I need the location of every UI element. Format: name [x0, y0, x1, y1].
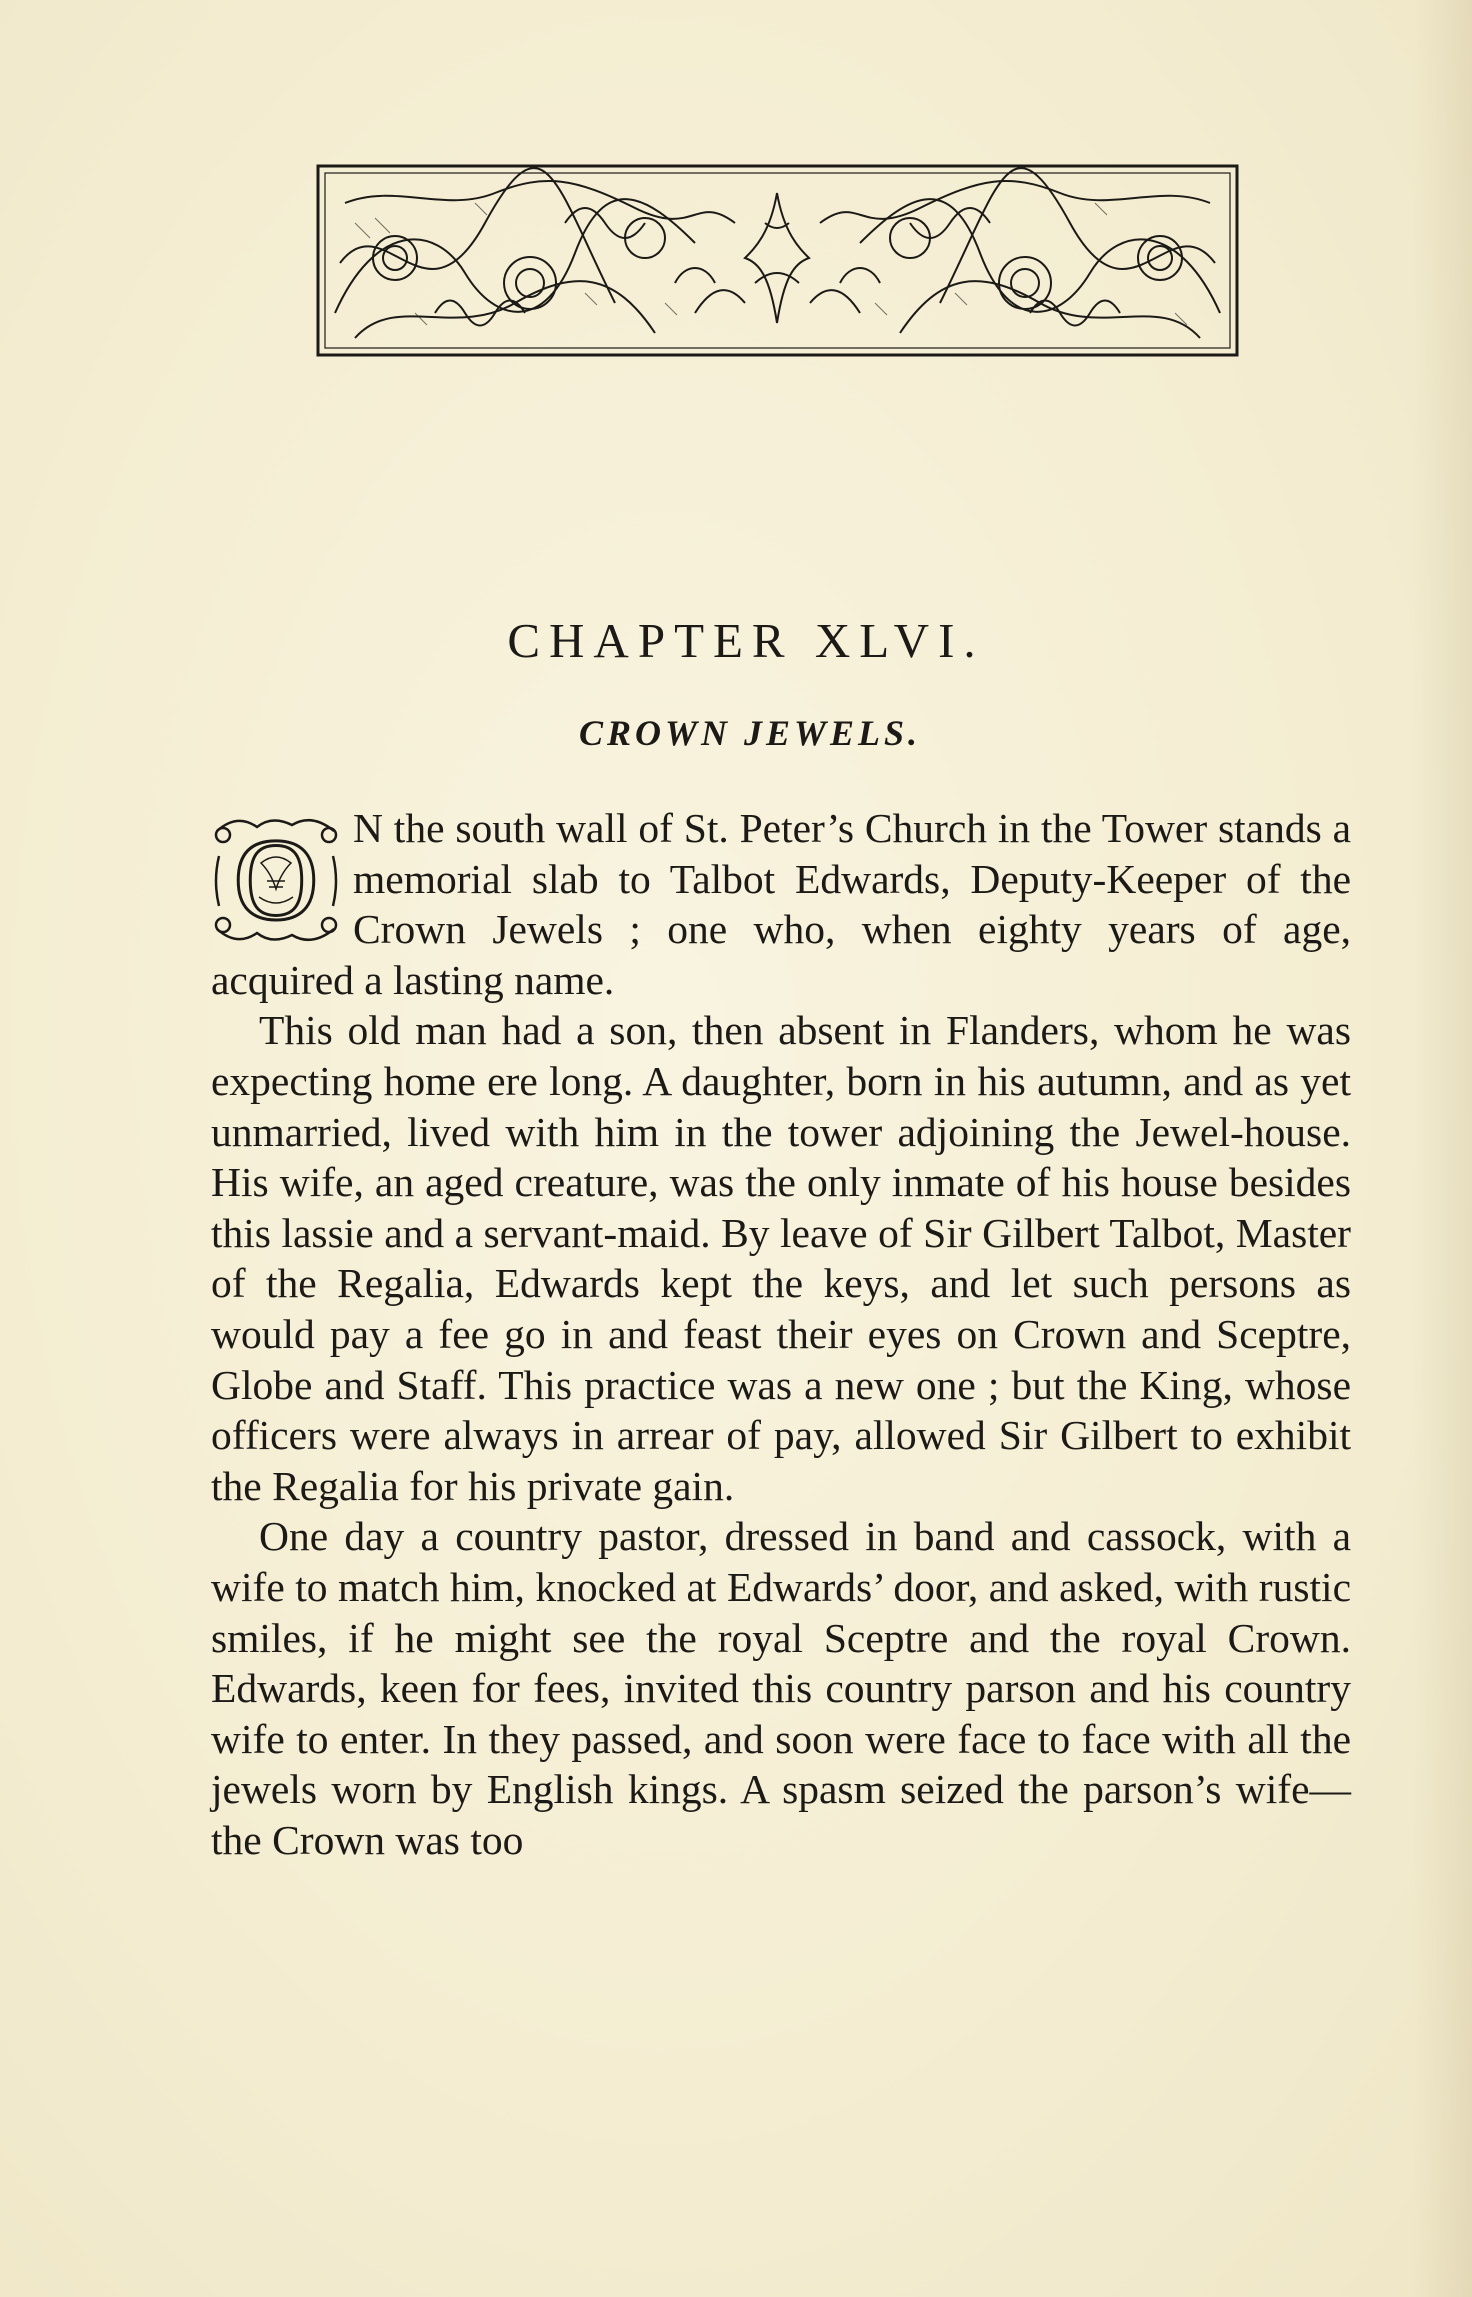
headpiece-ornament [315, 163, 1240, 358]
paragraph: This old man had a son, then absent in Flanders, whom he was expecting home ere long. A daughter, born in his autumn, and as yet unmarried, lived with him in the tower adjoining the Jewel-house. His wife, an aged creature, was the only inmate of his house besides this lassie and a servant-maid. By leave of Sir Gilbert Talbot, Master of the Regalia, Edwards kept the keys, and let such persons as would pay a fee go in and feast their eyes on Crown and Sceptre, Globe and Staff. This practice was a new one ; but the King, whose officers were always in arrear of pay, allowed Sir Gilbert to exhibit the Regalia for his private gain. [211, 1007, 1351, 1509]
page-edge-shadow [1412, 0, 1472, 2297]
body-text [211, 803, 1351, 1865]
chapter-title: CROWN JEWELS. [578, 713, 922, 753]
floral-headpiece-ornament-icon [315, 163, 1240, 358]
svg-text:O: O [233, 814, 319, 945]
paragraph: One day a country pastor, dressed in band and cassock, with a wife to match him, knocked at Edwards’ door, and asked, with rustic smiles, if he might see the royal Sceptre and the royal Crown. Edwards, keen for fees, invited this country parson and his country wife to enter. In they passed, and soon were face to face with all the jewels worn by English kings. A spasm seized the parson’s wife—the Crown was too [211, 1513, 1351, 1863]
decorated-initial-o-icon [209, 811, 343, 947]
paragraph: N the south wall of St. Peter’s Church in the Tower stands a memorial slab to Talbot Edwards, Deputy-Keeper of the Crown Jewels ; one who, when eighty years of age, acquired a lasting name. [211, 805, 1351, 1003]
chapter-heading: CHAPTER XLVI. [507, 613, 985, 668]
drop-cap [209, 811, 343, 947]
